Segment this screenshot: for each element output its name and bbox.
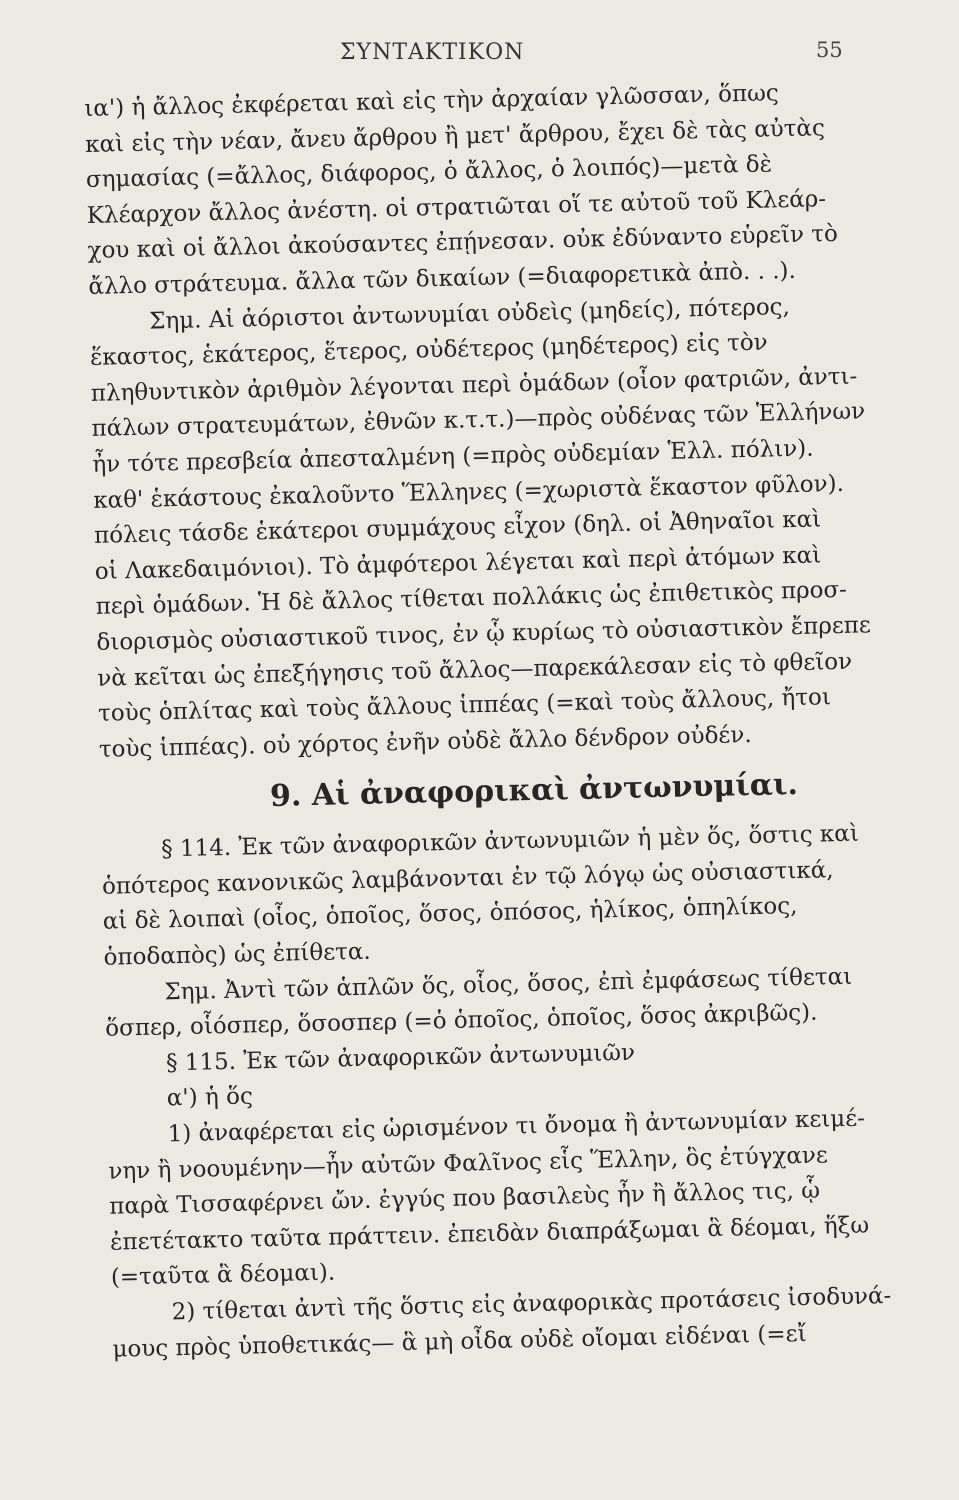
text-line: μους πρὸς ὑποθετικάς— ἃ μὴ οἶδα οὐδὲ οἴομαι εἰδέναι (=εἴ bbox=[112, 1320, 807, 1363]
text-line: οἱ Λακεδαιμόνιοι). Τὸ ἀμφότεροι λέγεται καὶ περὶ ἀτόμων καὶ bbox=[94, 542, 822, 585]
text-line: ἐπετέτακτο ταῦτα πράττειν. ἐπειδὰν διαπράξωμαι ἃ δέομαι, ἥξω bbox=[109, 1212, 870, 1256]
body-text bbox=[84, 74, 913, 1368]
text-line: πληθυντικὸν ἀριθμὸν λέγονται περὶ ὁμάδων (οἷον φατριῶν, ἀντι- bbox=[90, 363, 858, 407]
text-line: ια') ἡ ἄλλος ἐκφέρεται καὶ εἰς τὴν ἀρχαίαν γλῶσσαν, ὅπως bbox=[84, 80, 779, 122]
text-line: Κλέαρχον ἄλλος ἀνέστη. οἱ στρατιῶται οἵ τε αὐτοῦ τοῦ Κλεάρ- bbox=[86, 185, 827, 229]
running-head: ΣΥΝΤΑΚΤΙΚΟΝ bbox=[340, 40, 525, 65]
text-line: ἦν τότε πρεσβεία ἀπεσταλμένη (=πρὸς οὐδεμίαν Ἑλλ. πόλιν). bbox=[92, 435, 814, 478]
text-line: νην ἢ νοουμένην—ἦν αὐτῶν Φαλῖνος εἷς Ἕλλην, ὃς ἐτύγχανε bbox=[108, 1142, 829, 1185]
list-heading: α') ἡ ὅς bbox=[166, 1083, 254, 1112]
text-line: τοὺς ἱππέας). οὐ χόρτος ἐνῆν οὐδὲ ἄλλο δένδρον οὐδέν. bbox=[98, 721, 752, 763]
text-line: πόλεις τάσδε ἑκάτεροι συμμάχους εἶχον (δηλ. οἱ Ἀθηναῖοι καὶ bbox=[93, 506, 822, 550]
paragraph-line: § 114. Ἐκ τῶν ἀναφορικῶν ἀντωνυμιῶν ἡ μὲν ὅς, ὅστις καὶ bbox=[160, 820, 860, 863]
text-line: τοὺς ὁπλίτας καὶ τοὺς ἄλλους ἱππέας (=καὶ τοὺς ἄλλους, ἤτοι bbox=[97, 684, 832, 727]
list-item-line: 1) ἀναφέρεται εἰς ὡρισμένον τι ὄνομα ἢ ἀντωνυμίαν κειμέ- bbox=[167, 1105, 866, 1148]
page-header bbox=[0, 40, 959, 80]
list-item-line: 2) τίθεται ἀντὶ τῆς ὅστις εἰς ἀναφορικὰς προτάσεις ἰσοδυνά- bbox=[171, 1282, 892, 1326]
text-line: διορισμὸς οὐσιαστικοῦ τινος, ἐν ᾧ κυρίως τὸ οὐσιαστικὸν ἔπρεπε bbox=[96, 612, 872, 656]
note-line: Σημ. Αἱ ἀόριστοι ἀντωνυμίαι οὐδεὶς (μηδείς), πότερος, bbox=[148, 293, 791, 335]
text-line: καὶ εἰς τὴν νέαν, ἄνευ ἄρθρου ἢ μετ' ἄρθρου, ἔχει δὲ τὰς αὐτὰς bbox=[84, 114, 826, 158]
text-line: ὁποδαπὸς) ὡς ἐπίθετα. bbox=[103, 938, 371, 971]
text-line: (=ταῦτα ἃ δέομαι). bbox=[110, 1260, 336, 1292]
page-number: 55 bbox=[816, 38, 843, 62]
section-heading: 9. Αἱ ἀναφορικαὶ ἀντωνυμίαι. bbox=[269, 767, 799, 815]
text-line: περὶ ὁμάδων. Ἡ δὲ ἄλλος τίθεται πολλάκις ὡς ἐπιθετικὸς προσ- bbox=[95, 577, 848, 621]
text-line: παρὰ Τισσαφέρνει ὤν. ἐγγύς που βασιλεὺς ἦν ἢ ἄλλος τις, ᾧ bbox=[109, 1177, 821, 1220]
text-line: ἕκαστος, ἑκάτερος, ἕτερος, οὐδέτερος (μηδέτερος) εἰς τὸν bbox=[89, 329, 768, 372]
text-line: πάλων στρατευμάτων, ἐθνῶν κ.τ.τ.)—πρὸς οὐδένας τῶν Ἑλλήνων bbox=[91, 398, 866, 443]
text-line: καθ' ἑκάστους ἐκαλοῦντο Ἕλληνες (=χωριστὰ ἕκαστον φῦλον). bbox=[92, 470, 845, 514]
text-line: χου καὶ οἱ ἄλλοι ἀκούσαντες ἐπῄνεσαν. οὐκ ἐδύναντο εὑρεῖν τὸ bbox=[87, 221, 839, 265]
paragraph-line: § 115. Ἐκ τῶν ἀναφορικῶν ἀντωνυμιῶν bbox=[165, 1039, 636, 1077]
text-line: αἱ δὲ λοιπαὶ (οἷος, ὁποῖος, ὅσος, ὁπόσος, ἡλίκος, ὁπηλίκος, bbox=[102, 893, 798, 936]
note-line: Σημ. Ἀντὶ τῶν ἁπλῶν ὅς, οἷος, ὅσος, ἐπὶ ἐμφάσεως τίθεται bbox=[164, 963, 853, 1006]
text-line: σημασίας (=ἄλλος, διάφορος, ὁ ἄλλος, ὁ λοιπός)—μετὰ δὲ bbox=[85, 151, 773, 194]
text-line: ὁπότερος κανονικῶς λαμβάνονται ἐν τῷ λόγῳ ὡς οὐσιαστικά, bbox=[101, 857, 834, 900]
text-line: ὅσπερ, οἷόσπερ, ὅσοσπερ (=ὁ ὁποῖος, ὁποῖος, ὅσος ἀκριβῶς). bbox=[104, 999, 818, 1043]
text-line: ἄλλο στράτευμα. ἄλλα τῶν δικαίων (=διαφορετικὰ ἀπὸ. . .). bbox=[88, 257, 797, 300]
text-line: νὰ κεῖται ὡς ἐπεξήγησις τοῦ ἄλλος—παρεκάλεσαν εἰς τὸ φθεῖον bbox=[97, 648, 853, 692]
